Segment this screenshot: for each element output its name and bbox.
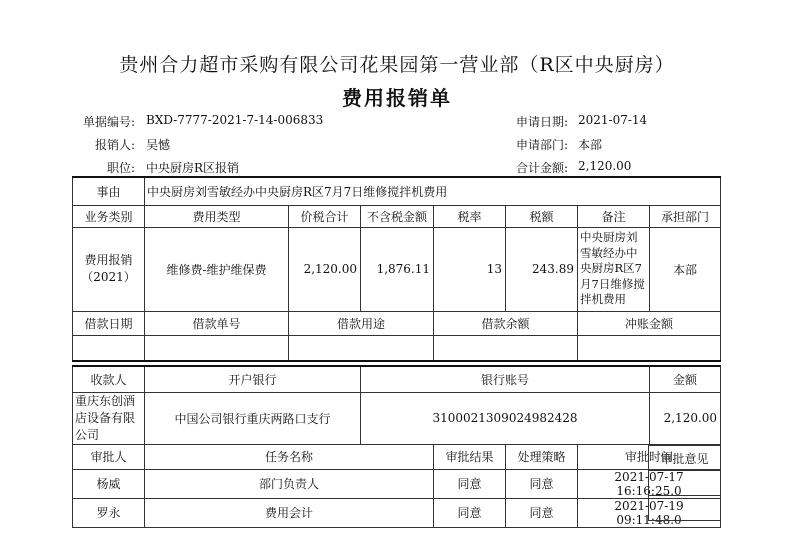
- approval-header-approver: 审批人: [73, 444, 145, 469]
- loan-header-date: 借款日期: [73, 311, 145, 335]
- approval-time: 2021-07-17 16:16:25.0: [578, 469, 721, 498]
- expense-category: 费用报销（2021）: [73, 227, 145, 311]
- expense-total: 2,120.00: [289, 227, 361, 311]
- loan-offset-cell: [578, 335, 721, 361]
- approval-header-strategy: 处理策略: [506, 444, 578, 469]
- header-dept: 承担部门: [650, 205, 721, 227]
- matter-label: 事由: [73, 177, 145, 205]
- approval-opinion-column: [648, 445, 721, 521]
- header-note: 备注: [578, 205, 650, 227]
- expense-row: [73, 227, 721, 311]
- form-title: 费用报销单: [342, 86, 452, 110]
- matter-row: [73, 177, 721, 205]
- loan-header-offset: 冲账金额: [578, 311, 721, 335]
- dept-label: 申请部门:: [515, 138, 568, 152]
- expense-note: 中央厨房刘雪敏经办中央厨房R区7月7日维修搅拌机费用: [578, 227, 650, 311]
- approval-header-result: 审批结果: [434, 444, 506, 469]
- payee-header-row: [73, 366, 721, 392]
- header-type: 费用类型: [145, 205, 289, 227]
- payee-bank: 中国公司银行重庆两路口支行: [145, 392, 361, 444]
- loan-header-row: [73, 311, 721, 335]
- payee-row: [73, 392, 721, 444]
- header-tax: 税额: [506, 205, 578, 227]
- expense-form-table: [72, 176, 721, 528]
- expense-type: 维修费-维护维保费: [145, 227, 289, 311]
- expense-pretax: 1,876.11: [361, 227, 434, 311]
- apply-date-label: 申请日期:: [515, 115, 568, 129]
- loan-empty-row: [73, 335, 721, 361]
- loan-header-no: 借款单号: [145, 311, 289, 335]
- loan-balance-cell: [434, 335, 578, 361]
- header-category: 业务类别: [73, 205, 145, 227]
- payee-header-bank: 开户银行: [145, 366, 361, 392]
- payee-header-name: 收款人: [73, 366, 145, 392]
- position-value: 中央厨房R区报销: [146, 161, 240, 175]
- apply-date-value: 2021-07-14: [578, 113, 648, 127]
- approval-strategy: 同意: [506, 469, 578, 498]
- approval-approver: 罗永: [73, 498, 145, 527]
- applicant-value: 吴憾: [146, 138, 171, 152]
- loan-header-balance: 借款余额: [434, 311, 578, 335]
- header-total: 价税合计: [289, 205, 361, 227]
- expense-tax: 243.89: [506, 227, 578, 311]
- approval-opinion: [649, 471, 721, 496]
- approval-result: 同意: [434, 469, 506, 498]
- expense-rate: 13: [434, 227, 506, 311]
- approval-header-task: 任务名称: [145, 444, 434, 469]
- dept-value: 本部: [578, 138, 603, 152]
- approval-opinion: [649, 496, 721, 521]
- payee-name: 重庆东创酒店设备有限公司: [73, 392, 145, 444]
- header-pretax: 不含税金额: [361, 205, 434, 227]
- approval-approver: 杨威: [73, 469, 145, 498]
- total-label: 合计金额:: [515, 161, 568, 175]
- doc-no-value: BXD-7777-2021-7-14-006833: [146, 113, 324, 127]
- applicant-label: 报销人:: [94, 138, 135, 152]
- payee-account: 3100021309024982428: [361, 392, 650, 444]
- doc-no-label: 单据编号:: [82, 115, 135, 129]
- payee-header-account: 银行账号: [361, 366, 650, 392]
- approval-result: 同意: [434, 498, 506, 527]
- payee-amount: 2,120.00: [650, 392, 721, 444]
- loan-no-cell: [145, 335, 289, 361]
- approval-header-row: [73, 444, 721, 469]
- expense-header-row: [73, 205, 721, 227]
- approval-task: 费用会计: [145, 498, 434, 527]
- loan-purpose-cell: [289, 335, 434, 361]
- loan-date-cell: [73, 335, 145, 361]
- total-value: 2,120.00: [578, 159, 632, 173]
- approval-task: 部门负责人: [145, 469, 434, 498]
- header-rate: 税率: [434, 205, 506, 227]
- loan-header-purpose: 借款用途: [289, 311, 434, 335]
- company-title: 贵州合力超市采购有限公司花果园第一营业部（R区中央厨房）: [119, 54, 675, 76]
- approval-header-time: 审批时间: [578, 444, 721, 469]
- approval-header-opinion: 审批意见: [649, 446, 721, 471]
- approval-row: [73, 498, 721, 527]
- position-label: 职位:: [106, 161, 135, 175]
- payee-header-amount: 金额: [650, 366, 721, 392]
- matter-text: 中央厨房刘雪敏经办中央厨房R区7月7日维修搅拌机费用: [145, 177, 721, 205]
- expense-dept: 本部: [650, 227, 721, 311]
- approval-time: 2021-07-19 09:11:48.0: [578, 498, 721, 527]
- approval-strategy: 同意: [506, 498, 578, 527]
- approval-row: [73, 469, 721, 498]
